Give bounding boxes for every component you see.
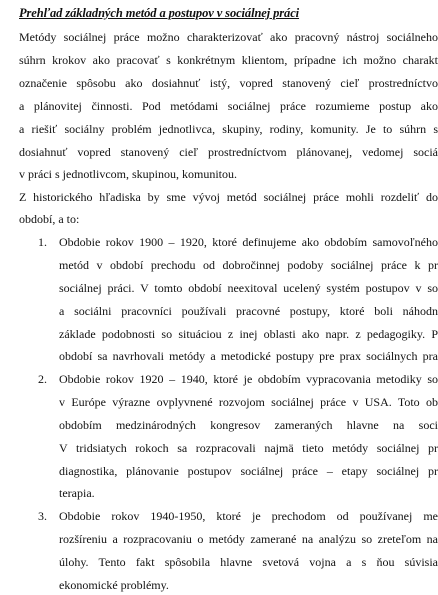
list-item-line: Obdobie rokov 1940-1950, ktoré je prechodom od používanej me xyxy=(59,509,438,523)
list-item-line: a sociálni pracovníci používali pracovné postupy, ktoré boli náhodn xyxy=(59,304,438,318)
list-item-line: ekonomické problémy. xyxy=(59,578,169,592)
paragraph-line: v práci s jednotlivcom, skupinou, komunitou. xyxy=(19,167,237,181)
paragraph-line: súhrn krokov ako pracovať s konkrétnym klientom, prípadne ich možno charakt xyxy=(19,53,438,67)
list-item-line: Obdobie rokov 1920 – 1940, ktoré je obdobím vypracovania metodiky so xyxy=(59,372,438,386)
list-item-line: metód v období prechodu od dobročinnej podoby sociálnej práce k pr xyxy=(59,258,438,272)
paragraph-line: označenie spôsobu ako dosiahnuť istý, vopred stanovený cieľ prostredníctvo xyxy=(19,76,438,90)
list-item-line: v Európe výrazne ovplyvnené rozvojom sociálnej práce v USA. Toto ob xyxy=(59,395,438,409)
list-item-line: rozšíreniu a rozpracovaniu o metódy zamerané na analýzu so zreteľom na xyxy=(59,532,438,546)
paragraph-line: období, a to: xyxy=(19,212,80,226)
list-item-line: úlohy. Tento fakt spôsobila hlavne svetová vojna a s ňou súvisia xyxy=(59,555,438,569)
paragraph-line: Metódy sociálnej práce možno charakterizovať ako pracovný nástroj sociálneho xyxy=(19,30,438,44)
paragraph-line: dosiahnuť vopred stanovený cieľ prostredníctvom plánovanej, vedomej sociá xyxy=(19,145,438,159)
list-number: 1. xyxy=(38,235,47,249)
paragraph-line: Z historického hľadiska by sme vývoj metód sociálnej práce mohli rozdeliť do xyxy=(19,190,438,204)
list-item-line: období sa navrhovali metódy a metodické postupy pre prax sociálnych pra xyxy=(59,349,438,363)
list-item-line: obdobím medzinárodných kongresov zameraných hlavne na soci xyxy=(59,418,438,432)
page-title: Prehľad základných metód a postupov v sociálnej práci xyxy=(19,6,300,20)
list-item-line: V tridsiatych rokoch sa rozpracovali najmä tieto metódy sociálnej pr xyxy=(59,441,438,455)
list-item-line: terapia. xyxy=(59,486,95,500)
paragraph-line: a riešiť sociálny problém jednotlivca, skupiny, rodiny, komunity. Je to súhrn s xyxy=(19,122,438,136)
paragraph-line: a plánovitej činnosti. Pod metódami sociálnej práce rozumieme postup ako xyxy=(19,99,438,113)
list-item-line: Obdobie rokov 1900 – 1920, ktoré definujeme ako obdobím samovoľného xyxy=(59,235,438,249)
list-item-line: základe podobnosti so situáciou z inej oblasti ako napr. z pedagogiky. P xyxy=(59,327,438,341)
list-number: 2. xyxy=(38,372,47,386)
list-item-line: sociálnej práci. V tomto období neexitoval ucelený systém postupov v so xyxy=(59,281,438,295)
list-number: 3. xyxy=(38,509,47,523)
list-item-line: diagnostika, plánovanie postupov sociálnej práce – etapy sociálnej pr xyxy=(59,464,438,478)
